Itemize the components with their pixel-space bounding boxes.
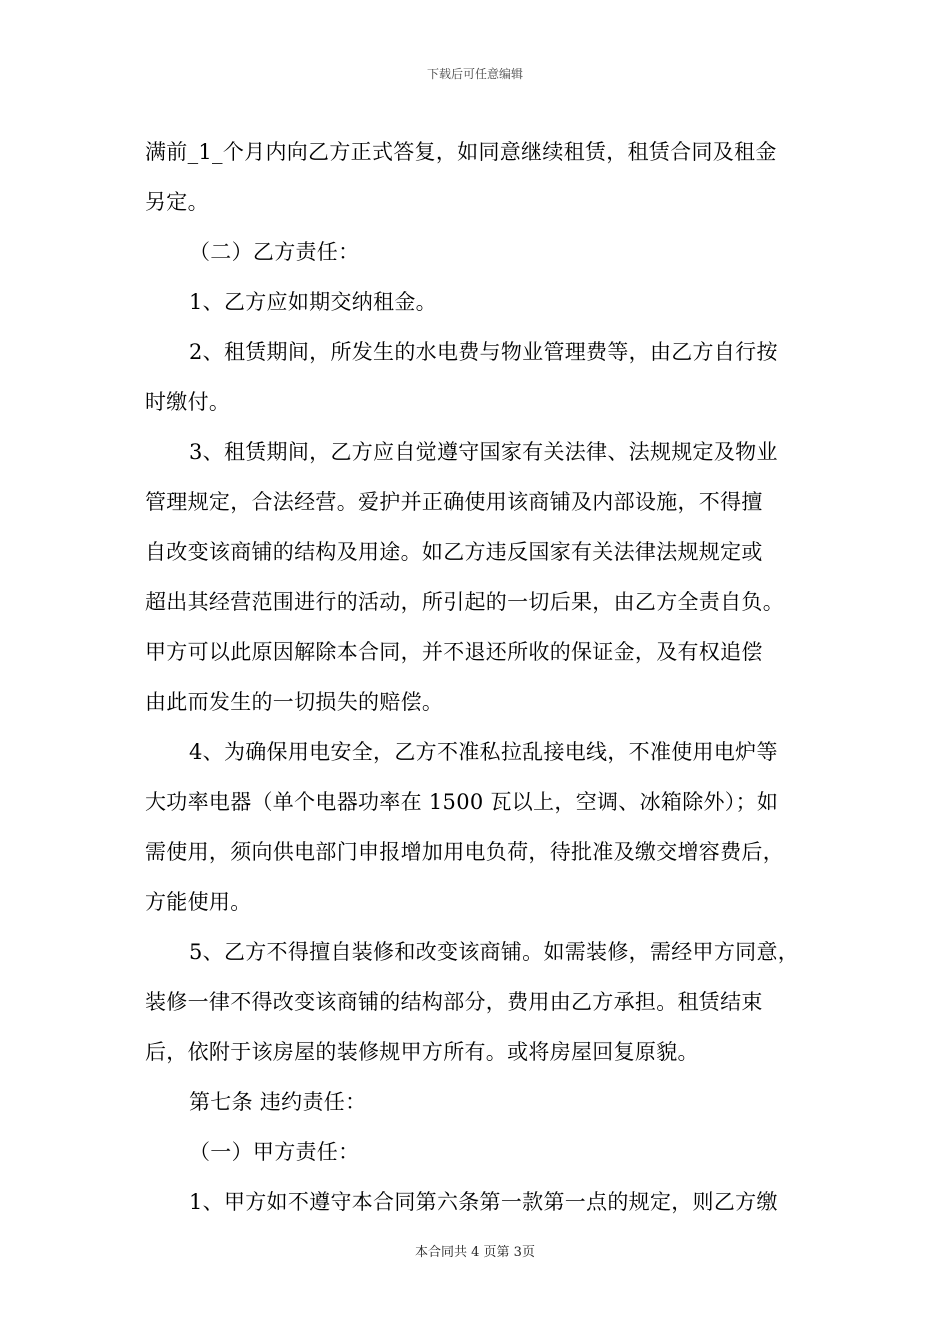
body-line: 1、甲方如不遵守本合同第六条第一款第一点的规定，则乙方缴 xyxy=(189,1190,778,1214)
body-line: 时缴付。 xyxy=(145,390,231,414)
body-line: 2、租赁期间，所发生的水电费与物业管理费等，由乙方自行按 xyxy=(189,340,778,364)
body-line: 超出其经营范围进行的活动，所引起的一切后果，由乙方全责自负。 xyxy=(145,590,784,614)
body-line: 装修一律不得改变该商铺的结构部分，费用由乙方承担。租赁结束 xyxy=(145,990,763,1014)
body-line: 3、租赁期间，乙方应自觉遵守国家有关法律、法规规定及物业 xyxy=(189,440,778,464)
body-line: 需使用，须向供电部门申报增加用电负荷，待批准及缴交增容费后， xyxy=(145,840,784,864)
page-header: 下载后可任意编辑 xyxy=(426,67,523,81)
page-footer: 本合同共 4 页第 3页 xyxy=(415,1245,535,1260)
section-heading: （二）乙方责任： xyxy=(189,240,360,264)
body-line: 由此而发生的一切损失的赔偿。 xyxy=(145,690,444,714)
body-line: 甲方可以此原因解除本合同，并不退还所收的保证金，及有权追偿 xyxy=(145,640,763,664)
body-line: 另定。 xyxy=(145,190,209,214)
body-line: 方能使用。 xyxy=(145,890,252,914)
article-heading: 第七条 违约责任： xyxy=(189,1090,367,1114)
body-line: 1、乙方应如期交纳租金。 xyxy=(189,290,437,314)
body-line: 后，依附于该房屋的装修规甲方所有。或将房屋回复原貌。 xyxy=(145,1040,699,1064)
body-line: 满前_1_个月内向乙方正式答复，如同意继续租赁，租赁合同及租金 xyxy=(145,140,777,164)
section-heading: （一）甲方责任： xyxy=(189,1140,360,1164)
body-line: 大功率电器（单个电器功率在 1500 瓦以上，空调、冰箱除外）；如 xyxy=(145,790,779,814)
body-line: 自改变该商铺的结构及用途。如乙方违反国家有关法律法规规定或 xyxy=(145,540,763,564)
body-line: 4、为确保用电安全，乙方不准私拉乱接电线，不准使用电炉等 xyxy=(189,740,778,764)
body-line: 管理规定，合法经营。爱护并正确使用该商铺及内部设施，不得擅 xyxy=(145,490,763,514)
body-line: 5、乙方不得擅自装修和改变该商铺。如需装修，需经甲方同意， xyxy=(189,940,800,964)
document-body xyxy=(145,127,817,1227)
